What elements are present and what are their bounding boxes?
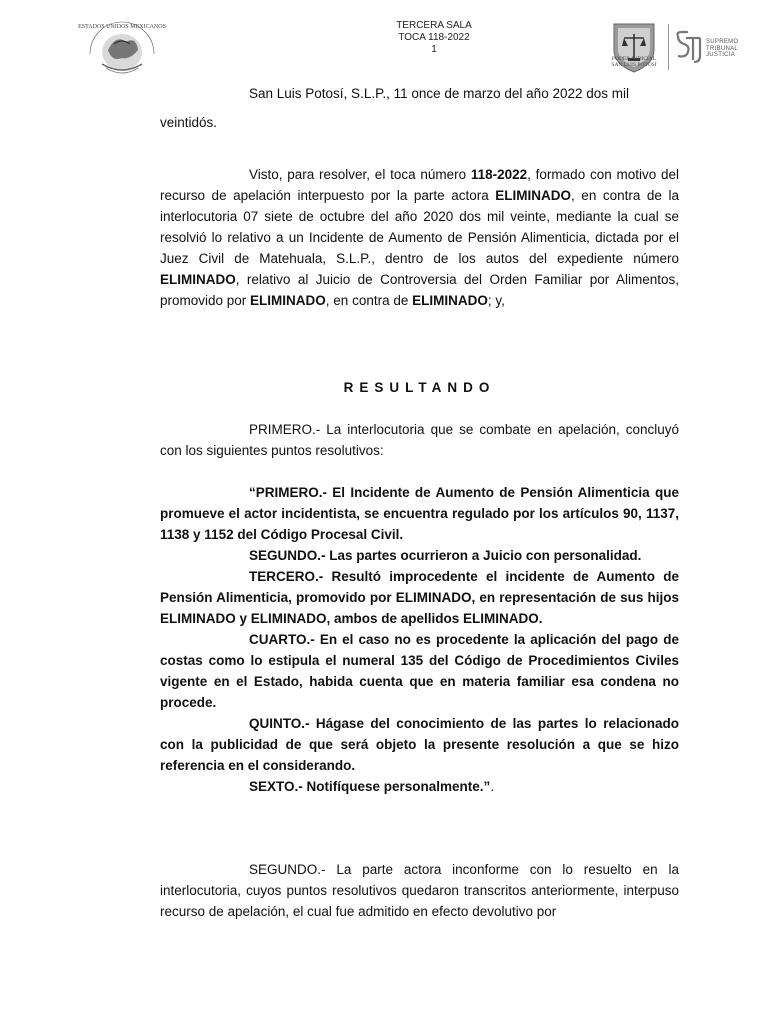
stj-text <box>706 39 738 59</box>
stj-line-2: TRIBUNAL <box>706 45 739 52</box>
stj-line-1: SUPREMO <box>706 39 739 45</box>
quoted-cuarto: CUARTO.- En el caso no es procedente la aplicación del pago de costas como lo estipula el numeral 135 del Código de Procedimientos Civiles vigente en el Estado, habida cuenta que en materia familiar esa condena no procede. <box>160 632 679 710</box>
case-header <box>334 20 534 56</box>
primero-intro-paragraph <box>160 419 679 461</box>
date-paragraph <box>160 83 679 104</box>
segundo-paragraph <box>160 859 679 922</box>
quoted-segundo: SEGUNDO.- Las partes ocurrieron a Juicio con personalidad. <box>249 548 642 563</box>
mexican-coat-of-arms-seal <box>78 14 166 78</box>
visto-part-6: ; y, <box>487 293 505 308</box>
quoted-resolutivos <box>160 482 679 797</box>
poder-judicial-logo <box>608 20 660 78</box>
quoted-sexto-period: . <box>490 779 495 794</box>
visto-redacted-4: ELIMINADO <box>412 293 488 308</box>
page-number: 1 <box>431 44 437 55</box>
pj-caption-line-2: SAN LUIS POTOSÍ <box>611 62 657 68</box>
visto-part-1: Visto, para resolver, el toca número <box>249 167 471 182</box>
visto-paragraph <box>160 164 679 311</box>
header-divider <box>668 24 669 70</box>
quoted-sexto-text: SEXTO.- Notifíquese personalmente.” <box>249 779 491 794</box>
visto-redacted-1: ELIMINADO <box>495 188 572 203</box>
quoted-primero: “PRIMERO.- El Incidente de Aumento de Pensión Alimenticia que promueve el actor incidentista, se encuentra regulado por los artículos 90, 1137, 1138 y 1152 del Código Procesal Civil. <box>160 485 679 542</box>
stj-line-3: JUSTICIA <box>706 52 736 58</box>
date-line-1: San Luis Potosí, S.L.P., 11 once de marzo del año 2022 dos mil <box>249 86 629 101</box>
visto-part-2: , formado con motivo del recurso de apelación interpuesto por la parte actora <box>160 167 679 203</box>
visto-part-4: , relativo al Juicio de Controversia del Orden Familiar por Alimentos, promovido por <box>160 272 679 308</box>
segundo-text: SEGUNDO.- La parte actora inconforme con lo resuelto en la interlocutoria, cuyos puntos resolutivos quedaron transcritos anteriormente, interpuso recurso de apelación, el cual fue admitido en efecto devolutivo por <box>160 862 679 919</box>
visto-text <box>160 164 679 311</box>
visto-part-5: , en contra de <box>325 293 413 308</box>
visto-redacted-3: ELIMINADO <box>250 293 326 308</box>
primero-intro-text: PRIMERO.- La interlocutoria que se combate en apelación, concluyó con los siguientes puntos resolutivos: <box>160 422 679 458</box>
visto-redacted-2: ELIMINADO <box>160 272 236 287</box>
visto-toca-number: 118-2022 <box>470 167 528 182</box>
date-line-2: veintidós. <box>160 115 218 130</box>
seal-text: ESTADOS UNIDOS MEXICANOS <box>78 24 166 30</box>
quoted-sexto <box>160 776 679 797</box>
pj-caption <box>598 56 670 68</box>
stj-logo <box>674 30 706 64</box>
toca-label: TOCA 118-2022 <box>398 32 470 43</box>
resultando-heading: RESULTANDO <box>343 380 496 395</box>
pj-caption-line-1: PODER JUDICIAL <box>611 56 657 62</box>
quoted-quinto: QUINTO.- Hágase del conocimiento de las partes lo relacionado con la publicidad de que será objeto la presente resolución a que se hizo referencia en el considerando. <box>160 716 679 773</box>
quoted-tercero: TERCERO.- Resultó improcedente el incidente de Aumento de Pensión Alimenticia, promovido por ELIMINADO, en representación de sus hijos ELIMINADO y ELIMINADO, ambos de apellidos ELIMINADO. <box>160 569 679 626</box>
sala-label: TERCERA SALA <box>396 20 472 31</box>
visto-part-3: , en contra de la interlocutoria 07 siete de octubre del año 2020 dos mil veinte, mediante la cual se resolvió lo relativo a un Incidente de Aumento de Pensión Alimenticia, dictada por el Juez Civil de Matehuala, S.L.P., dentro de los autos del expediente número <box>160 188 679 266</box>
date-paragraph-cont <box>160 112 679 133</box>
